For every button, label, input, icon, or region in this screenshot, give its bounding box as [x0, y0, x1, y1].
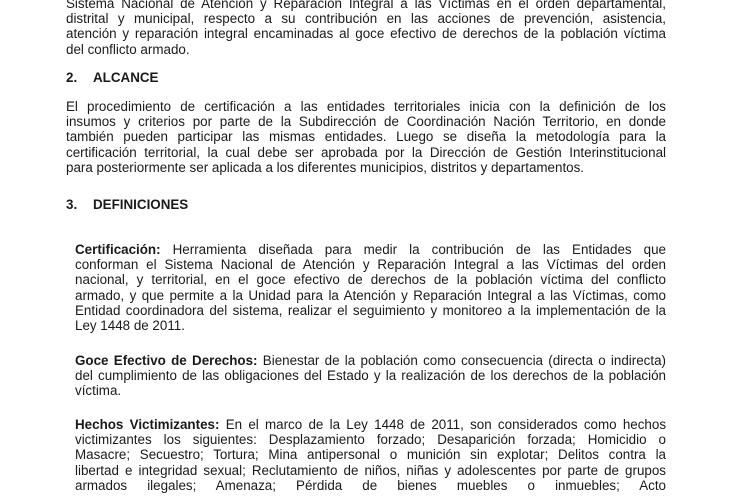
definition-text: Herramienta diseñada para medir la contribución de las Entidades que — [160, 242, 666, 257]
definition-text: En el marco de la Ley 1448 de 2011, son considerados como hechos — [219, 417, 666, 432]
alcance-line: El procedimiento de certificación a las entidades territoriales inicia con la definición de los — [66, 99, 666, 114]
section-number: 2. — [66, 70, 78, 85]
definition-line: libertad e integridad sexual; Reclutamiento de niños, niñas y adolescentes por parte de grupos — [75, 462, 666, 478]
definition-term: Goce Efectivo de Derechos: — [75, 353, 258, 368]
alcance-paragraph — [66, 99, 666, 175]
definition-line: armados ilegales; Amenaza; Pérdida de bienes muebles o inmuebles; Acto — [75, 477, 666, 493]
definition-line: conforman el Sistema Nacional de Atención y Reparación Integral a las Víctimas del orden — [75, 257, 666, 273]
intro-line: distrital y municipal, respecto a su contribución en las acciones de prevención, asistencia, — [66, 11, 666, 27]
alcance-line: certificación territorial, la cual debe ser aprobada por la Dirección de Gestión Interinstitucional — [66, 144, 666, 160]
definition-term: Hechos Victimizantes: — [75, 417, 220, 432]
section-title: DEFINICIONES — [93, 197, 189, 212]
definition-line: nacional, y territorial, en el goce efectivo de derechos de la población víctima del conflicto — [75, 272, 666, 288]
definition-line: victimizantes los siguientes: Desplazamiento forzado; Desaparición forzada; Homicidio o — [75, 432, 666, 448]
section-heading-alcance — [66, 70, 158, 85]
definition-line: Entidad coordinadora del sistema, realizar el seguimiento y monitoreo a la implementación de la — [75, 302, 666, 318]
alcance-line: para posteriormente ser aplicada a los diferentes municipios, distritos y departamentos. — [66, 159, 585, 175]
definition-first-line — [75, 417, 666, 432]
definition-line: del cumplimiento de las obligaciones del Estado y la realización de los derechos de la población — [75, 368, 666, 384]
definition-goce-efectivo — [75, 353, 666, 399]
definition-hechos-victimizantes — [75, 417, 666, 493]
definition-certificacion — [75, 242, 666, 333]
section-number: 3. — [66, 197, 78, 212]
definition-line: armado, y que permite a la Unidad para la Atención y Reparación Integral a las Víctimas, como — [75, 287, 666, 303]
intro-paragraph — [66, 0, 666, 57]
definition-text: Bienestar de la población como consecuencia (directa o indirecta) — [257, 353, 666, 368]
alcance-line: insumos y criterios por parte de la Subdirección de Coordinación Nación Territorio, en donde — [66, 114, 666, 130]
definition-line: víctima. — [75, 383, 122, 399]
definition-first-line — [75, 353, 666, 368]
intro-line: Sistema Nacional de Atención y Reparación Integral a las Víctimas en el orden departamental, — [66, 0, 666, 11]
section-title: ALCANCE — [93, 70, 159, 85]
intro-line: atención y reparación integral encaminadas al goce efectivo de derechos de la población víctima — [66, 26, 666, 42]
alcance-line: también pueden participar las mismas entidades. Luego se diseña la metodología para la — [66, 129, 666, 145]
definition-first-line — [75, 242, 666, 257]
definition-line: Masacre; Secuestro; Tortura; Mina antipersonal o munición sin explotar; Delitos contra la — [75, 447, 666, 463]
definition-line: Ley 1448 de 2011. — [75, 317, 185, 333]
section-heading-definiciones — [66, 197, 188, 212]
intro-line: del conflicto armado. — [66, 41, 190, 57]
definition-term: Certificación: — [75, 242, 161, 257]
